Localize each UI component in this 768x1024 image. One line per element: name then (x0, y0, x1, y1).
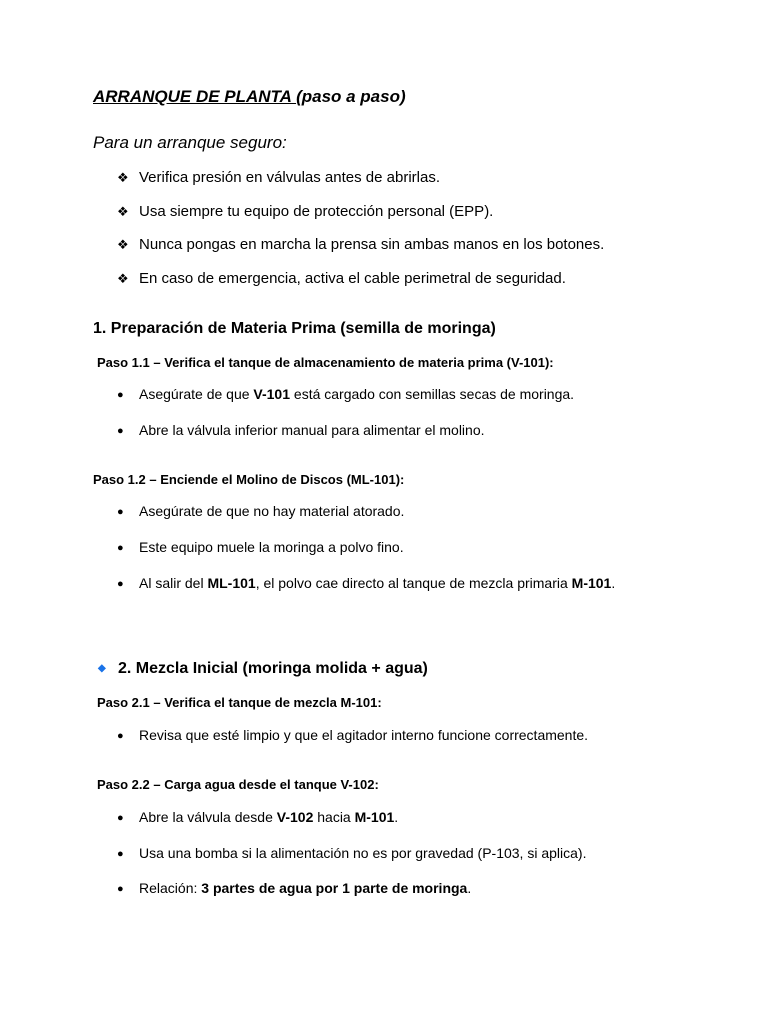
diamond-bullet-icon: ❖ (117, 204, 129, 219)
safety-item (117, 236, 604, 254)
step-heading-2-1: Paso 2.1 – Verifica el tanque de mezcla M-101: (97, 695, 382, 710)
list-item-text: Al salir del (139, 575, 208, 591)
list-item-text: . (467, 880, 472, 896)
safety-item (117, 203, 493, 221)
blue-diamond-icon: ◆ (98, 663, 106, 674)
equipment-tag: ML-101 (207, 575, 256, 591)
list-item-text: está cargado con semillas secas de moringa. (290, 386, 575, 402)
list-item-text: Asegúrate de que no hay material atorado. (139, 503, 405, 519)
list-item-text: Usa una bomba si la alimentación no es por gravedad (P-103, si aplica). (139, 845, 587, 861)
list-item-text: Asegúrate de que (139, 386, 254, 402)
step-heading-1-1: Paso 1.1 – Verifica el tanque de almacenamiento de materia prima (V-101): (97, 355, 554, 370)
safety-item (117, 169, 440, 187)
bullet-dot-icon: ● (117, 389, 124, 401)
safety-item-text: Usa siempre tu equipo de protección personal (EPP). (139, 203, 494, 220)
list-item-text: . (611, 575, 616, 591)
section-heading-2-text: 2. Mezcla Inicial (moringa molida + agua) (118, 660, 428, 677)
document-title (93, 87, 406, 107)
equipment-tag: M-101 (571, 575, 612, 591)
list-item-text: Este equipo muele la moringa a polvo fino. (139, 539, 404, 555)
bullet-dot-icon: ● (117, 578, 124, 590)
diamond-bullet-icon: ❖ (117, 271, 129, 286)
bullet-dot-icon: ● (117, 506, 124, 518)
list-item-text: Relación: (139, 880, 202, 896)
bullet-dot-icon: ● (117, 812, 124, 824)
list-item-text: . (394, 809, 399, 825)
safety-item (117, 270, 566, 288)
list-item (117, 539, 404, 557)
step-heading-1-2: Paso 1.2 – Enciende el Molino de Discos (ML-101): (93, 472, 405, 487)
title-underlined-text: ARRANQUE DE PLANTA (93, 87, 297, 106)
diamond-bullet-icon: ❖ (117, 170, 129, 185)
list-item (117, 422, 485, 440)
bullet-dot-icon: ● (117, 542, 124, 554)
equipment-tag: M-101 (354, 809, 395, 825)
safety-item-text: Nunca pongas en marcha la prensa sin ambas manos en los botones. (139, 236, 605, 253)
list-item-text: Abre la válvula inferior manual para alimentar el molino. (139, 422, 485, 438)
section-heading-1: 1. Preparación de Materia Prima (semilla de moringa) (93, 320, 496, 337)
safety-item-text: Verifica presión en válvulas antes de abrirlas. (139, 169, 440, 186)
list-item-text: hacia (313, 809, 355, 825)
list-item (117, 503, 404, 521)
list-item (117, 386, 574, 404)
safety-item-text: En caso de emergencia, activa el cable perimetral de seguridad. (139, 270, 566, 287)
ratio-text: 3 partes de agua por 1 parte de moringa (201, 880, 468, 896)
bullet-dot-icon: ● (117, 883, 124, 895)
bullet-dot-icon: ● (117, 730, 124, 742)
section-heading-2 (98, 659, 428, 679)
list-item (117, 727, 588, 745)
list-item-text: Abre la válvula desde (139, 809, 277, 825)
list-item (117, 809, 398, 827)
equipment-tag: V-101 (253, 386, 291, 402)
diamond-bullet-icon: ❖ (117, 237, 129, 252)
list-item (117, 845, 586, 863)
list-item (117, 575, 615, 593)
list-item-text: , el polvo cae directo al tanque de mezcla primaria (255, 575, 572, 591)
equipment-tag: V-102 (276, 809, 314, 825)
list-item (117, 880, 471, 898)
step-heading-2-2: Paso 2.2 – Carga agua desde el tanque V-102: (97, 777, 379, 792)
bullet-dot-icon: ● (117, 425, 124, 437)
title-rest-text: (paso a paso) (296, 87, 406, 106)
list-item-text: Revisa que esté limpio y que el agitador interno funcione correctamente. (139, 727, 589, 743)
safety-subtitle: Para un arranque seguro: (93, 133, 287, 152)
bullet-dot-icon: ● (117, 848, 124, 860)
